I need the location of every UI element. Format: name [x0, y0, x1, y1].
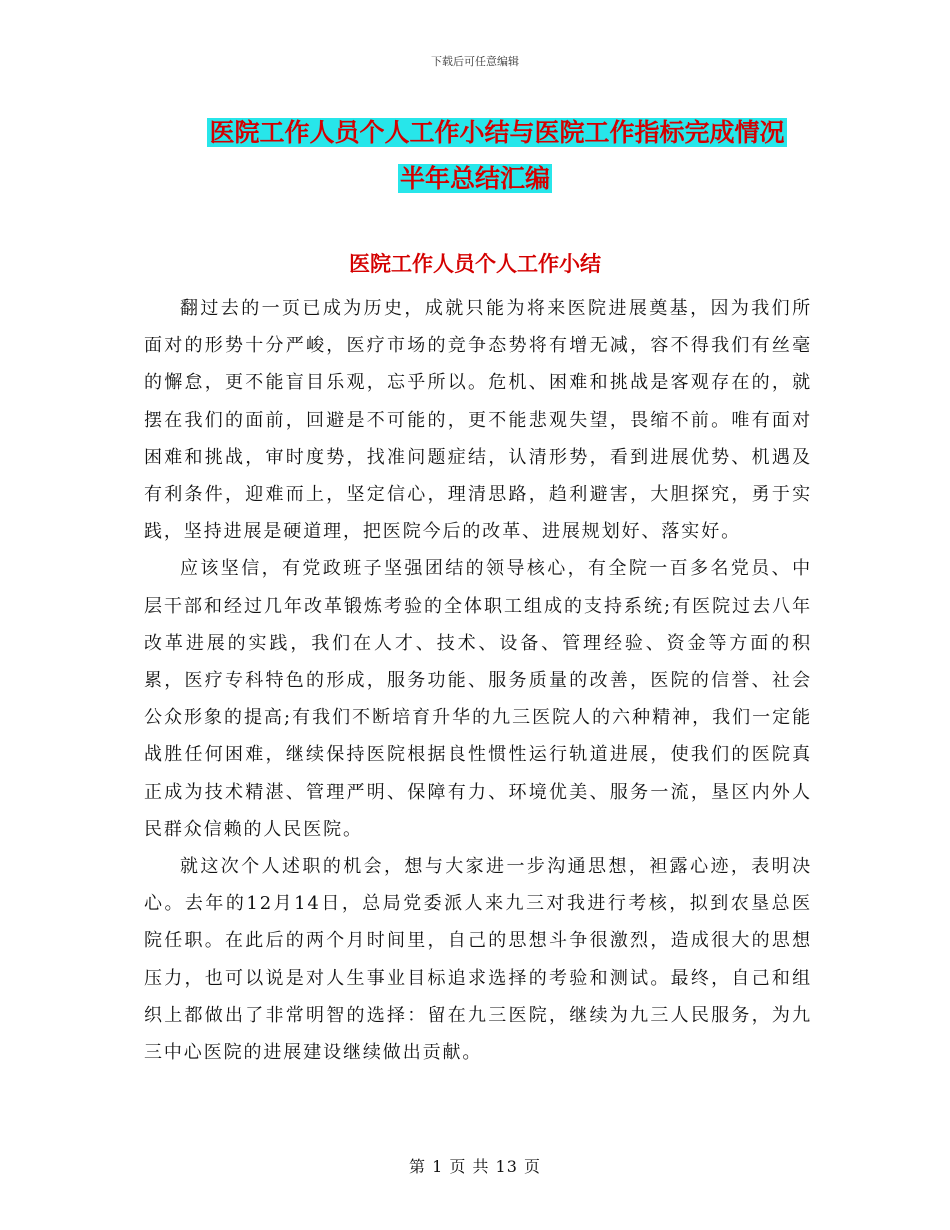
body-text [144, 290, 812, 1071]
paragraph-1: 翻过去的一页已成为历史，成就只能为将来医院进展奠基，因为我们所面对的形势十分严峻，医疗市场的竞争态势将有增无减，容不得我们有丝毫的懈怠，更不能盲目乐观，忘乎所以。危机、困难和挑战是客观存在的，就摆在我们的面前，回避是不可能的，更不能悲观失望，畏缩不前。唯有面对困难和挑战，审时度势，找准问题症结，认清形势，看到进展优势、机遇及有利条件，迎难而上，坚定信心，理清思路，趋利避害，大胆探究，勇于实践，坚持进展是硬道理，把医院今后的改革、进展规划好、落实好。 [144, 298, 812, 543]
document-title-line1: 医院工作人员个人工作小结与医院工作指标完成情况 [209, 118, 785, 147]
header-note: 下载后可任意编辑 [431, 55, 519, 68]
document-title [0, 110, 950, 202]
document-title-line2: 半年总结汇编 [399, 164, 550, 193]
paragraph-3: 就这次个人述职的机会，想与大家进一步沟通思想，袒露心迹，表明决心。去年的12月14日，总局党委派人来九三对我进行考核，拟到农垦总医院任职。在此后的两个月时间里，自己的思想斗争很激烈，造成很大的思想压力，也可以说是对人生事业目标追求选择的考验和测试。最终，自己和组织上都做出了非常明智的选择：留在九三医院，继续为九三人民服务，为九三中心医院的进展建设继续做出贡献。 [144, 856, 812, 1064]
section-title: 医院工作人员个人工作小结 [349, 252, 601, 276]
page-number: 第 1 页 共 13 页 [409, 1157, 541, 1176]
paragraph-2: 应该坚信，有党政班子坚强团结的领导核心，有全院一百多名党员、中层干部和经过几年改革锻炼考验的全体职工组成的支持系统;有医院过去八年改革进展的实践，我们在人才、技术、设备、管理经验、资金等方面的积累，医疗专科特色的形成，服务功能、服务质量的改善，医院的信誉、社会公众形象的提高;有我们不断培育升华的九三医院人的六种精神，我们一定能战胜任何困难，继续保持医院根据良性惯性运行轨道进展，使我们的医院真正成为技术精湛、管理严明、保障有力、环境优美、服务一流，垦区内外人民群众信赖的人民医院。 [144, 558, 812, 840]
